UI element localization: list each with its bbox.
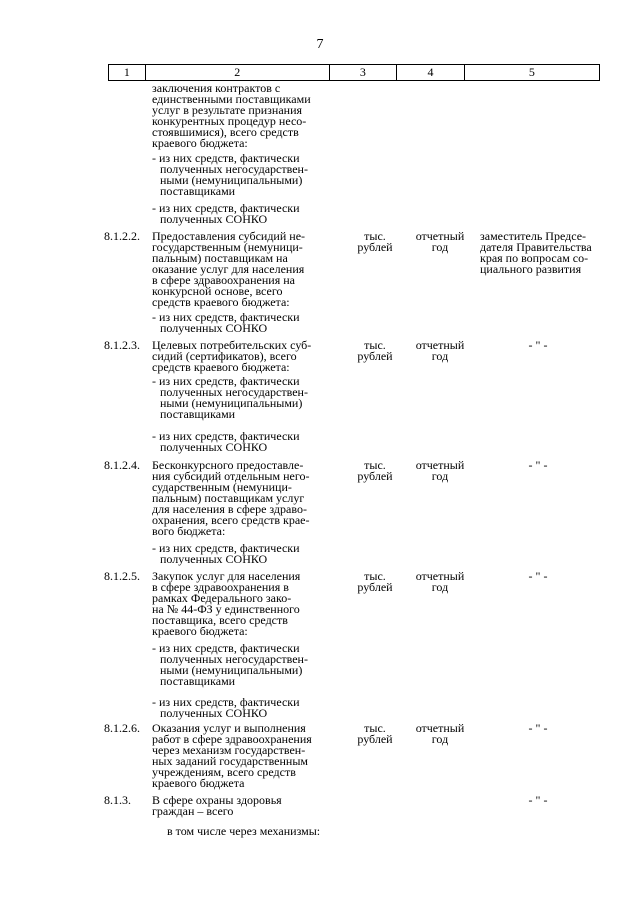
item-text-line: в сфере здравоохранения в xyxy=(152,580,289,594)
item-sub-line-group xyxy=(152,312,332,334)
item-sub-line-group-line: полученных негосударствен- xyxy=(160,652,308,666)
item-responsible xyxy=(476,723,600,734)
column-3-header: 3 xyxy=(329,65,397,81)
item-responsible-line: - " - xyxy=(528,569,548,583)
item-text-line: средств краевого бюджета: xyxy=(152,295,290,309)
item-responsible xyxy=(476,340,600,351)
item-sub-line-group-line: полученных СОНКО xyxy=(160,440,268,454)
item-responsible xyxy=(476,571,600,582)
item-text-line: вого бюджета: xyxy=(152,524,226,538)
item-sub-line-group-line: полученных СОНКО xyxy=(160,706,268,720)
item-unit xyxy=(343,460,407,482)
item-sub-line-group-line: полученных негосударствен- xyxy=(160,385,308,399)
item-number: 8.1.2.6. xyxy=(104,721,140,735)
item-period-line: год xyxy=(431,469,449,483)
item-text-line: сидий (сертификатов), всего xyxy=(152,349,297,363)
item-text-line: для населения в сфере здраво- xyxy=(152,502,307,516)
item-responsible-line: циального развития xyxy=(480,262,582,276)
item-text-line: через механизм государствен- xyxy=(152,743,306,757)
item-responsible-line: края по вопросам со- xyxy=(480,251,589,265)
intro-text-line: услуг в результате признания xyxy=(152,103,303,117)
item-text-line: ных заданий государственным xyxy=(152,754,309,768)
item-period-line: отчетный xyxy=(415,229,465,243)
item-unit xyxy=(343,231,407,253)
intro-text-line: единственными поставщиками xyxy=(152,92,311,106)
item-sub-line-group xyxy=(152,431,332,453)
item-responsible-line: - " - xyxy=(528,338,548,352)
item-text-line: поставщика, всего средств xyxy=(152,613,288,627)
intro-sub-nongov-line: полученных негосударствен- xyxy=(160,162,308,176)
intro-text-line: краевого бюджета: xyxy=(152,136,248,150)
item-period xyxy=(408,571,472,593)
item-number: 8.1.2.5. xyxy=(104,569,140,583)
intro-sub-sonko-line: - из них средств, фактически xyxy=(152,201,300,215)
item-period-line: отчетный xyxy=(415,458,465,472)
item-sub-line-group-line: поставщиками xyxy=(160,674,236,688)
intro-sub-nongov-line: - из них средств, фактически xyxy=(152,151,300,165)
item-period-line: год xyxy=(431,240,449,254)
item-unit-line: тыс. xyxy=(364,721,386,735)
column-header-row xyxy=(108,64,600,81)
item-period xyxy=(408,231,472,253)
item-text xyxy=(152,460,332,537)
item-text-line: средств краевого бюджета: xyxy=(152,360,290,374)
item-text-line: работ в сфере здравоохранения xyxy=(152,732,312,746)
intro-text-line: стоявшимися), всего средств xyxy=(152,125,299,139)
item-unit-line: рублей xyxy=(357,580,393,594)
item-sub-line-group xyxy=(152,543,332,565)
item-period xyxy=(408,460,472,482)
item-period-line: отчетный xyxy=(415,721,465,735)
item-sub-line-group-line: поставщиками xyxy=(160,407,236,421)
item-text-line: учреждениям, всего средств xyxy=(152,765,296,779)
item-unit-line: рублей xyxy=(357,349,393,363)
item-responsible-line: заместитель Предсе- xyxy=(480,229,587,243)
item-responsible-line: - " - xyxy=(528,721,548,735)
intro-sub-nongov-line: поставщиками xyxy=(160,184,236,198)
item-unit-line: тыс. xyxy=(364,569,386,583)
item-period-line: отчетный xyxy=(415,338,465,352)
item-text-line: рамках Федерального зако- xyxy=(152,591,292,605)
item-text-line: граждан – всего xyxy=(152,804,234,818)
column-2-header: 2 xyxy=(145,65,329,81)
item-responsible xyxy=(480,231,604,275)
item-text-line: В сфере охраны здоровья xyxy=(152,793,282,807)
item-unit-line: рублей xyxy=(357,469,393,483)
item-sub-line-group-line: полученных СОНКО xyxy=(160,321,268,335)
item-text-line: пальным) поставщикам на xyxy=(152,251,288,265)
intro-sub-sonko-line: полученных СОНКО xyxy=(160,212,268,226)
item-text-line: Закупок услуг для населения xyxy=(152,569,301,583)
item-period-line: отчетный xyxy=(415,569,465,583)
item-text xyxy=(152,231,332,308)
item-text-line: на № 44-ФЗ у единственного xyxy=(152,602,300,616)
column-1-header: 1 xyxy=(109,65,146,81)
item-number: 8.1.3. xyxy=(104,793,131,807)
item-sub-line-group-line: - из них средств, фактически xyxy=(152,374,300,388)
item-text-line: оказание услуг для населения xyxy=(152,262,305,276)
item-sub-line-group-line: - из них средств, фактически xyxy=(152,695,300,709)
column-4-header: 4 xyxy=(397,65,465,81)
item-text-line: Целевых потребительских суб- xyxy=(152,338,312,352)
item-text xyxy=(152,723,332,789)
page-number: 7 xyxy=(316,37,324,52)
item-sub-line-group-line: полученных СОНКО xyxy=(160,552,268,566)
item-text-line: государственным (немуници- xyxy=(152,240,303,254)
intro-text xyxy=(152,83,332,149)
item-responsible-line: - " - xyxy=(528,793,548,807)
item-text-line: ния субсидий отдельным него- xyxy=(152,469,310,483)
column-5-header: 5 xyxy=(464,65,599,81)
item-unit-line: тыс. xyxy=(364,458,386,472)
item-unit xyxy=(343,571,407,593)
item-unit-line: рублей xyxy=(357,240,393,254)
item-period-line: год xyxy=(431,732,449,746)
item-text-line: Предоставления субсидий не- xyxy=(152,229,306,243)
item-text-line: сударственным (немуници- xyxy=(152,480,292,494)
item-text-line: конкурсной основе, всего xyxy=(152,284,283,298)
item-text-line: краевого бюджета xyxy=(152,776,245,790)
item-unit-line: тыс. xyxy=(364,338,386,352)
item-sub-line-group-line: - из них средств, фактически xyxy=(152,310,300,324)
item-number: 8.1.2.3. xyxy=(104,338,140,352)
item-text-line: Бесконкурсного предоставле- xyxy=(152,458,304,472)
item-period-line: год xyxy=(431,580,449,594)
item-number: 8.1.2.2. xyxy=(104,229,140,243)
intro-text-line: конкурентных процедур несо- xyxy=(152,114,307,128)
item-text xyxy=(152,340,332,373)
item-sub-line-group-line: - из них средств, фактически xyxy=(152,429,300,443)
item-unit xyxy=(343,723,407,745)
item-period xyxy=(408,723,472,745)
item-text-line: Оказания услуг и выполнения xyxy=(152,721,306,735)
intro-sub-sonko xyxy=(152,203,332,225)
item-sub-line-group-line: ными (немуниципальными) xyxy=(160,663,303,677)
item-unit xyxy=(343,340,407,362)
item-sub-line-group xyxy=(152,376,332,420)
item-responsible-line: - " - xyxy=(528,458,548,472)
item-period xyxy=(408,340,472,362)
intro-sub-nongov-line: ными (немуниципальными) xyxy=(160,173,303,187)
item-text-line: краевого бюджета: xyxy=(152,624,248,638)
item-sub-line-group-line: - из них средств, фактически xyxy=(152,541,300,555)
item-text-line: охранения, всего средств крае- xyxy=(152,513,310,527)
item-unit-line: рублей xyxy=(357,732,393,746)
item-responsible xyxy=(476,795,600,806)
item-text xyxy=(152,795,332,817)
item-sub-line-group-line: ными (немуниципальными) xyxy=(160,396,303,410)
item-responsible-line: дателя Правительства xyxy=(480,240,592,254)
item-unit-line: тыс. xyxy=(364,229,386,243)
item-text-line: в сфере здравоохранения на xyxy=(152,273,295,287)
item-text xyxy=(152,571,332,637)
item-period-line: год xyxy=(431,349,449,363)
item-sub-line-group-line: - из них средств, фактически xyxy=(152,641,300,655)
item-number: 8.1.2.4. xyxy=(104,458,140,472)
intro-text-line: заключения контрактов с xyxy=(152,81,281,95)
item-responsible xyxy=(476,460,600,471)
item-sub-line-group xyxy=(152,643,332,687)
intro-sub-nongov xyxy=(152,153,332,197)
item-text-line: пальным) поставщикам услуг xyxy=(152,491,305,505)
footer-line: в том числе через механизмы: xyxy=(167,824,321,838)
item-sub-line-group xyxy=(152,697,332,719)
